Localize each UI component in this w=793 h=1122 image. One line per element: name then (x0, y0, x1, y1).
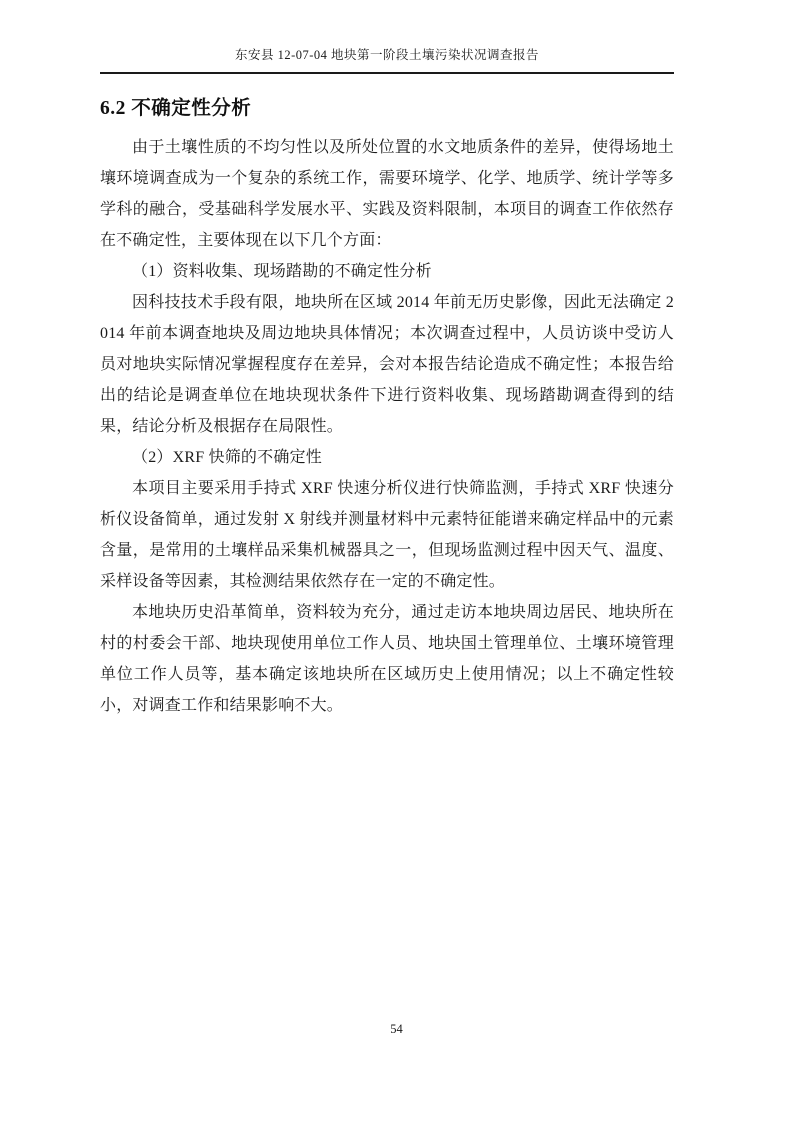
paragraph-item2-body: 本项目主要采用手持式 XRF 快速分析仪进行快筛监测，手持式 XRF 快速分析仪设备简单，通过发射 X 射线并测量材料中元素特征能谱来确定样品中的元素含量，是常用的土壤样品采集机械器具之一，但现场监测过程中因天气、温度、采样设备等因素，其检测结果依然存在一定的不确定性。 (100, 480, 674, 590)
body-text (100, 132, 674, 721)
paragraph-intro: 由于土壤性质的不均匀性以及所处位置的水文地质条件的差异，使得场地土壤环境调查成为一个复杂的系统工作，需要环境学、化学、地质学、统计学等多学科的融合，受基础科学发展水平、实践及资料限制，本项目的调查工作依然存在不确定性，主要体现在以下几个方面： (100, 139, 674, 249)
paragraph-item1-title: （1）资料收集、现场踏勘的不确定性分析 (132, 263, 432, 280)
page-content (100, 46, 674, 721)
paragraph-item1-body: 因科技技术手段有限，地块所在区域 2014 年前无历史影像，因此无法确定 2014 年前本调查地块及周边地块具体情况；本次调查过程中，人员访谈中受访人员对地块实际情况掌握程度存在差异，会对本报告结论造成不确定性；本报告给出的结论是调查单位在地块现状条件下进行资料收集、现场踏勘调查得到的结果，结论分析及根据存在局限性。 (100, 294, 674, 435)
section-heading: 6.2 不确定性分析 (100, 98, 252, 119)
paragraph-conclusion: 本地块历史沿革简单，资料较为充分，通过走访本地块周边居民、地块所在村的村委会干部、地块现使用单位工作人员、地块国土管理单位、土壤环境管理单位工作人员等，基本确定该地块所在区域历史上使用情况；以上不确定性较小，对调查工作和结果影响不大。 (100, 604, 674, 714)
page-number: 54 (390, 1022, 403, 1036)
running-header: 东安县 12-07-04 地块第一阶段土壤污染状况调查报告 (100, 46, 674, 74)
paragraph-item2-title: （2）XRF 快筛的不确定性 (132, 449, 322, 466)
